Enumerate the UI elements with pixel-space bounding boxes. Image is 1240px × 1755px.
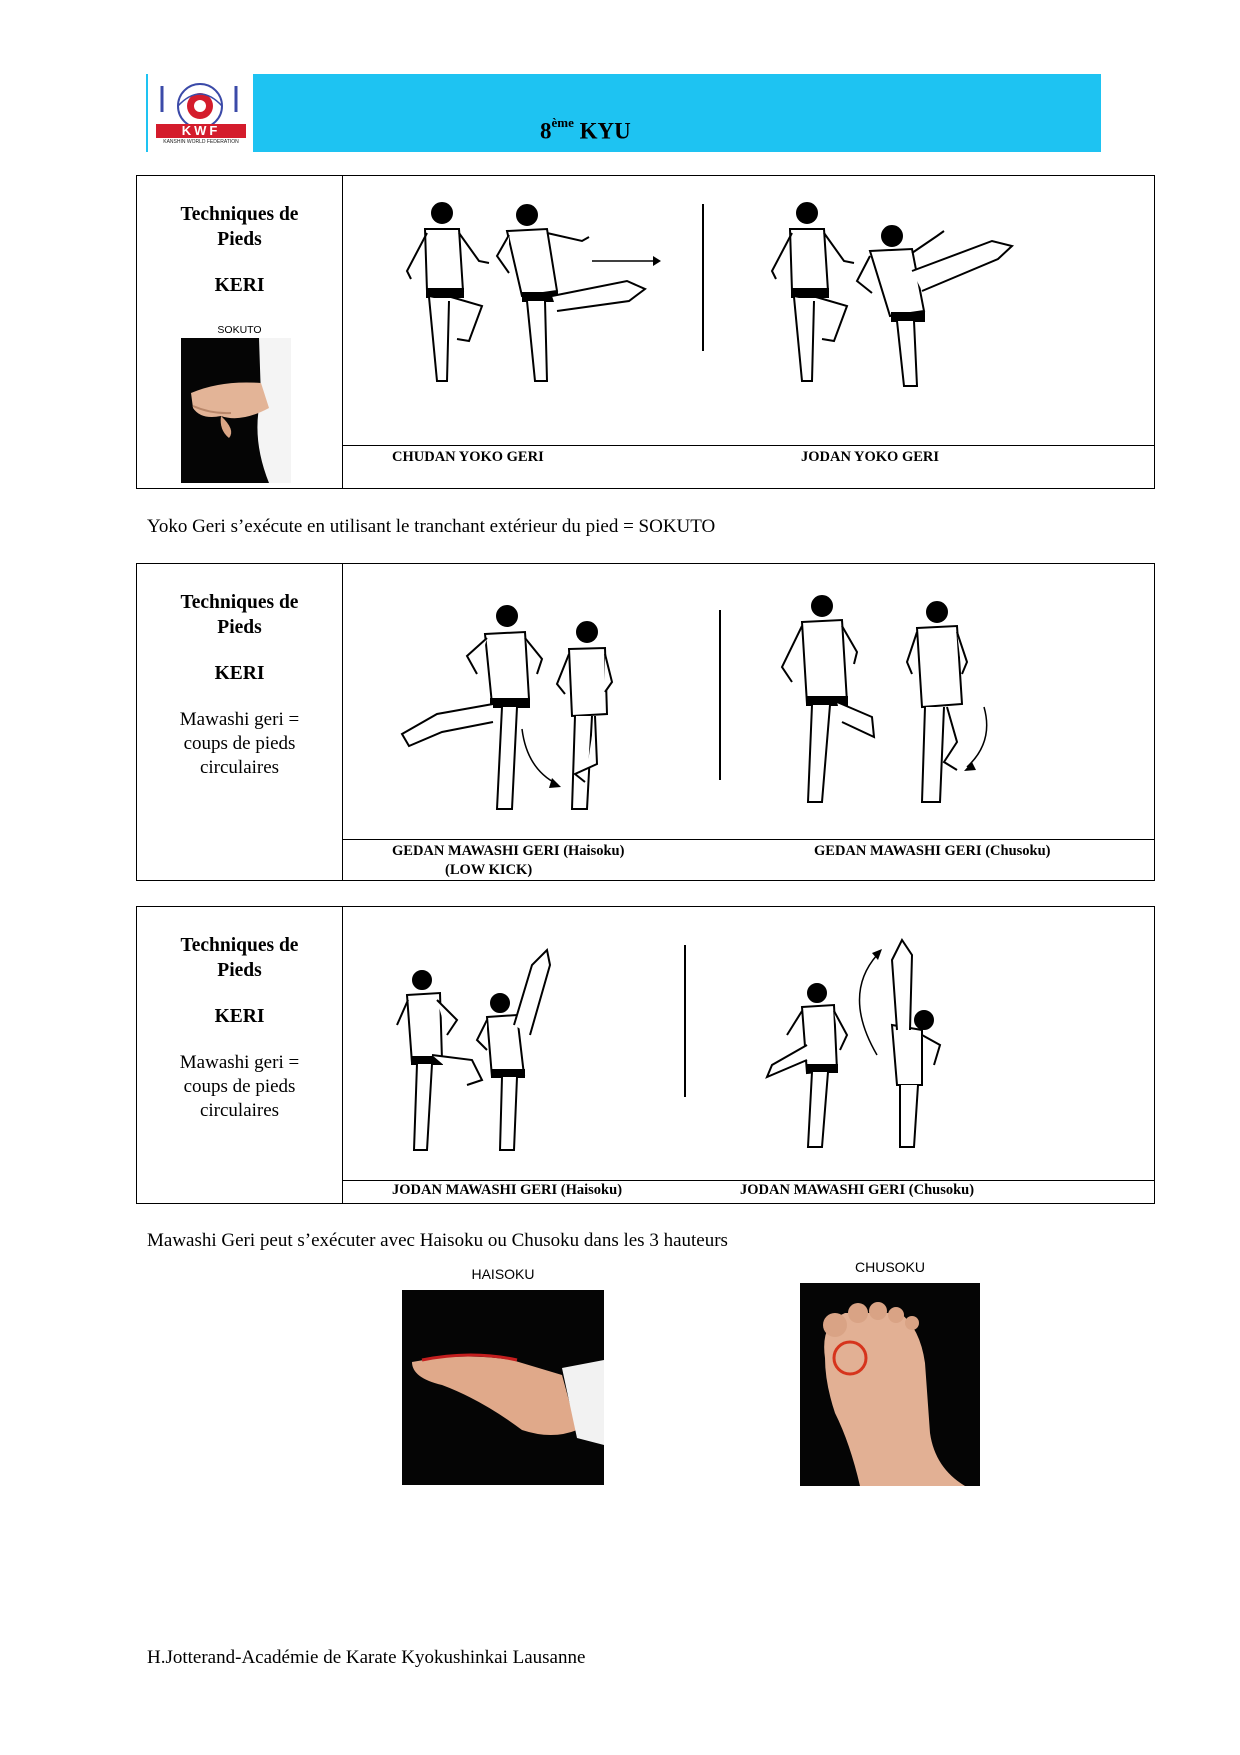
technique-figure-cell: [342, 564, 1154, 880]
caption-row: [342, 1180, 1154, 1203]
footer-text: H.Jotterand-Académie de Karate Kyokushinkai Lausanne: [147, 1647, 586, 1668]
yoko-geri-note: Yoko Geri s’exécute en utilisant le tranchant extérieur du pied = SOKUTO: [147, 516, 716, 537]
figure-divider: [684, 945, 686, 1097]
technique-table-gedan-mawashi: [136, 563, 1155, 881]
technique-label-cell: [137, 564, 343, 880]
figure-divider: [702, 204, 704, 351]
section-title: Techniques de Pieds: [180, 592, 299, 638]
caption-low-kick: (LOW KICK): [445, 862, 533, 878]
chusoku-photo: [800, 1283, 980, 1486]
gedan-mawashi-chusoku-illustration: [762, 592, 1032, 817]
mawashi-geri-description: Mawashi geri = coups de pieds circulaires: [179, 709, 300, 778]
logo-text: KWF: [181, 123, 221, 138]
caption-jodan-yoko-geri: JODAN YOKO GERI: [801, 449, 940, 465]
caption-gedan-mawashi-chusoku: GEDAN MAWASHI GERI (Chusoku): [814, 843, 1051, 859]
technique-figure-cell: [342, 176, 1154, 488]
chusoku-label: CHUSOKU: [854, 1259, 925, 1275]
gedan-mawashi-haisoku-illustration: [397, 604, 667, 824]
jodan-mawashi-chusoku-illustration: [762, 935, 982, 1160]
caption-gedan-mawashi-haisoku: GEDAN MAWASHI GERI (Haisoku): [392, 843, 625, 859]
mawashi-geri-note: Mawashi Geri peut s’exécuter avec Haisoku ou Chusoku dans les 3 hauteurs: [147, 1230, 728, 1251]
jodan-mawashi-haisoku-illustration: [392, 945, 592, 1160]
caption-jodan-mawashi-haisoku: JODAN MAWASHI GERI (Haisoku): [392, 1182, 623, 1198]
figure-divider: [719, 610, 721, 780]
keri-label: KERI: [214, 663, 265, 684]
chudan-yoko-geri-illustration: [397, 201, 667, 396]
technique-figure-cell: [342, 907, 1154, 1203]
caption-jodan-mawashi-chusoku: JODAN MAWASHI GERI (Chusoku): [740, 1182, 975, 1198]
sokuto-label: SOKUTO: [217, 324, 262, 336]
technique-label-cell: [137, 176, 343, 488]
section-title: Techniques de Pieds: [180, 204, 299, 250]
logo-subtitle: KANSHIN WORLD FEDERATION: [163, 139, 239, 145]
technique-label-cell: [137, 907, 343, 1203]
caption-row: [342, 445, 1154, 488]
haisoku-photo: [402, 1290, 604, 1485]
caption-row: [342, 839, 1154, 880]
keri-label: KERI: [214, 1006, 265, 1027]
kwf-logo: [146, 74, 253, 152]
section-title: Techniques de Pieds: [180, 935, 299, 981]
sokuto-photo: [181, 338, 291, 483]
mawashi-geri-description: Mawashi geri = coups de pieds circulaires: [179, 1052, 300, 1121]
technique-table-yoko-geri: [136, 175, 1155, 489]
technique-table-jodan-mawashi: [136, 906, 1155, 1204]
page-title: 8ème KYU: [540, 115, 631, 144]
haisoku-label: HAISOKU: [471, 1266, 535, 1282]
jodan-yoko-geri-illustration: [762, 201, 1032, 396]
keri-label: KERI: [214, 275, 265, 296]
caption-chudan-yoko-geri: CHUDAN YOKO GERI: [392, 449, 544, 465]
